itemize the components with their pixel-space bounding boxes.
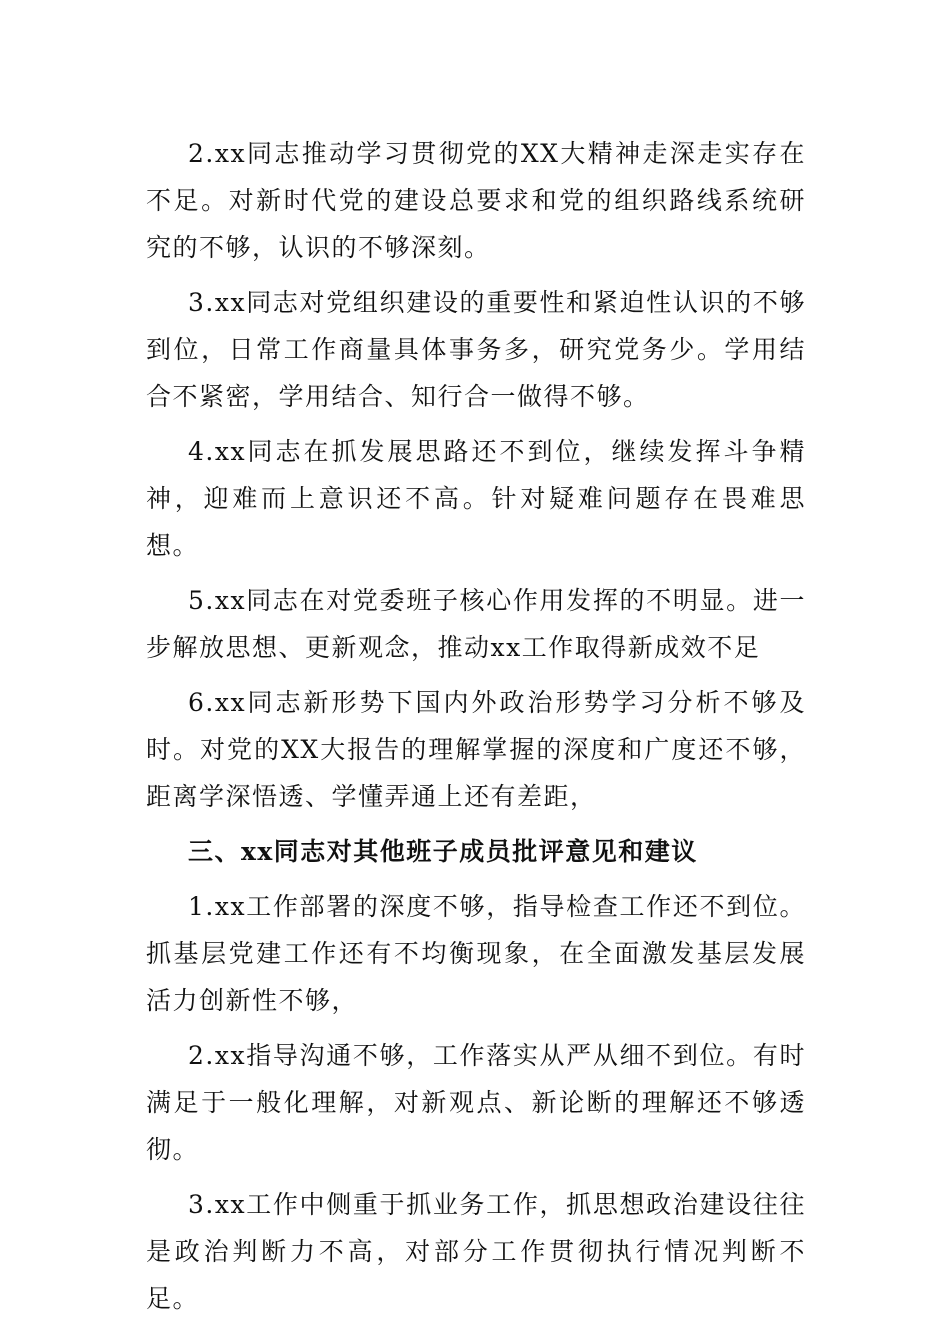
paragraph-4: 4.xx同志在抓发展思路还不到位，继续发挥斗争精神，迎难而上意识还不高。针对疑难问题存在畏难思想。 bbox=[146, 437, 806, 560]
paragraph-2: 2.xx同志推动学习贯彻党的XX大精神走深走实存在不足。对新时代党的建设总要求和党的组织路线系统研究的不够，认识的不够深刻。 bbox=[146, 139, 806, 262]
section-heading: 三、xx同志对其他班子成员批评意见和建议 bbox=[188, 837, 698, 866]
document-body bbox=[146, 130, 806, 1330]
suggestion-paragraph-1: 1.xx工作部署的深度不够，指导检查工作还不到位。抓基层党建工作还有不均衡现象，在全面激发基层发展活力创新性不够， bbox=[146, 892, 806, 1015]
suggestion-paragraph-3: 3.xx工作中侧重于抓业务工作，抓思想政治建设往往是政治判断力不高，对部分工作贯彻执行情况判断不足。 bbox=[146, 1190, 806, 1313]
paragraph-3: 3.xx同志对党组织建设的重要性和紧迫性认识的不够到位，日常工作商量具体事务多，研究党务少。学用结合不紧密，学用结合、知行合一做得不够。 bbox=[146, 288, 806, 411]
paragraph-5: 5.xx同志在对党委班子核心作用发挥的不明显。进一步解放思想、更新观念，推动xx工作取得新成效不足 bbox=[146, 586, 806, 662]
suggestion-paragraph-2: 2.xx指导沟通不够，工作落实从严从细不到位。有时满足于一般化理解，对新观点、新论断的理解还不够透彻。 bbox=[146, 1041, 806, 1164]
paragraph-6: 6.xx同志新形势下国内外政治形势学习分析不够及时。对党的XX大报告的理解掌握的深度和广度还不够，距离学深悟透、学懂弄通上还有差距， bbox=[146, 688, 806, 811]
